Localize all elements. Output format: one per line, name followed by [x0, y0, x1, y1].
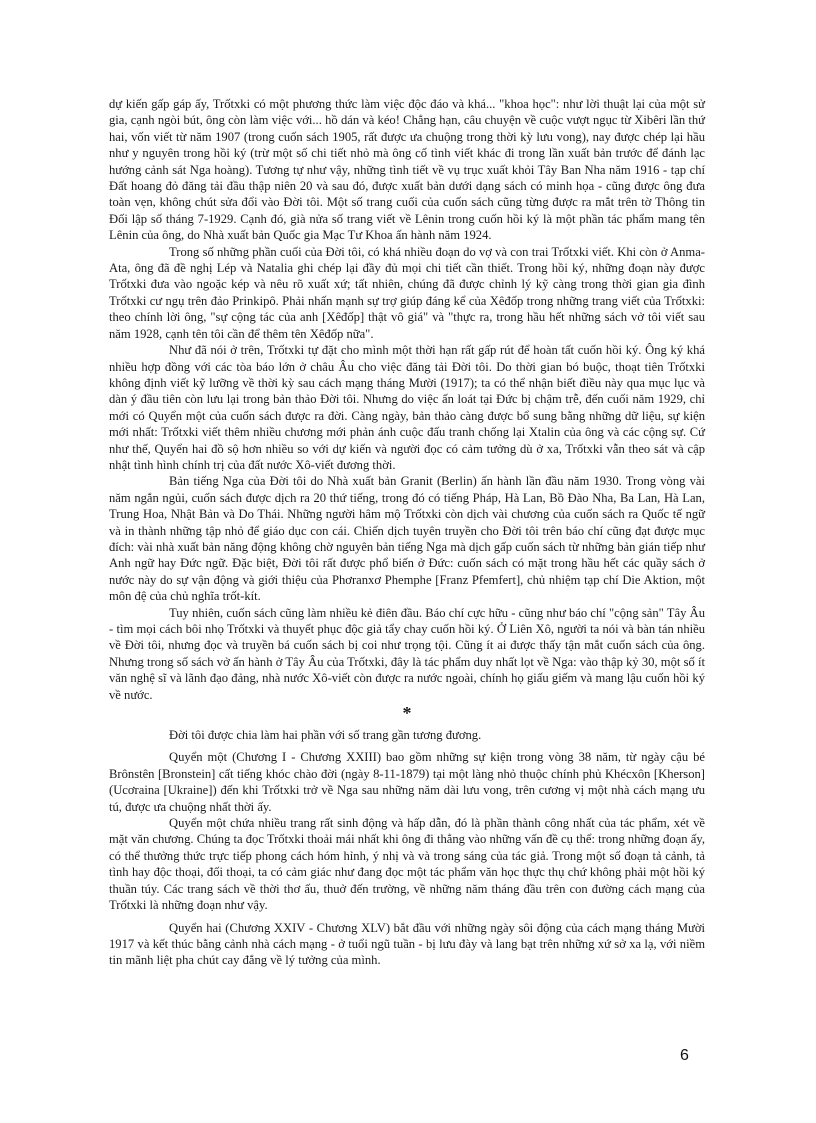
paragraph-7: Quyển một (Chương I - Chương XXIII) bao gồm những sự kiện trong vòng 38 năm, từ ngày cậu bé Brônstên [Bronstein] cất tiếng khóc chào đời (ngày 8-11-1879) tại một làng nhỏ thuộc chính phủ Khécxôn [Kherson] (Ucơraina [Ukraine]) đến khi Trốtxki trở về Nga sau những năm dài lưu vong, trên cương vị một nhà cách mạng ưu tú, được ưa chuộng nhất thời ấy.: [109, 750, 705, 814]
paragraph-8: Quyển một chứa nhiều trang rất sinh động và hấp dẫn, đó là phần thành công nhất của tác phẩm, xét về mặt văn chương. Chúng ta đọc Trốtxki thoải mái nhất khi ông đi thẳng vào những vấn đề cụ thể: trong những đoạn ấy, có thể thưởng thức trực tiếp phong cách hóm hỉnh, ý nhị và và trong sáng của tác giả. Trong một số đoạn tả cảnh, tả tình hay độc thoại, đối thoại, ta có cảm giác như đang đọc một tác phẩm văn học thực thụ chứ không phải một hồi ký thuần túy. Các trang sách về thời thơ ấu, thuở đến trường, về những năm tháng đầu trên con đường cách mạng của Trốtxki là những đoạn như vậy.: [109, 816, 705, 913]
section-separator: *: [402, 703, 412, 724]
body-text: [109, 96, 705, 969]
paragraph-6: Đời tôi được chia làm hai phần với số trang gần tương đương.: [169, 728, 482, 743]
paragraph-3: Như đã nói ở trên, Trốtxki tự đặt cho mình một thời hạn rất gấp rút để hoàn tất cuốn hồi ký. Ông ký khá nhiều hợp đồng với các tòa báo lớn ở châu Âu cho việc đăng tải Đời tôi. Do thời gian bó buộc, thoạt tiên Trốtxki không định viết kỹ lưỡng về thời kỳ sau cách mạng tháng Mười (1917); ta có thể nhận biết điều này qua mục lục và dàn ý đầu tiên còn lưu lại trong bản thảo Đời tôi. Nhưng do việc ấn loát tại Đức bị chậm trễ, đến cuối năm 1929, chỉ mới có Quyển một của cuốn sách được ra đời. Càng ngày, bản thảo càng được bổ sung bằng những dữ liệu, sự kiện mới nhất: Trốtxki viết thêm nhiều chương mới phản ánh cuộc đấu tranh chống lại Xtalin của ông và các cộng sự. Cứ như thế, Quyển hai đồ sộ hơn nhiều so với dự kiến và người đọc có cảm tưởng dù ở xa, Trốtxki vẫn theo sát và cập nhật tình hình chính trị của đất nước Xô-viết đương thời.: [109, 343, 705, 472]
paragraph-5: Tuy nhiên, cuốn sách cũng làm nhiều kẻ điên đầu. Báo chí cực hữu - cũng như báo chí "cộng sản" Tây Âu - tìm mọi cách bôi nhọ Trốtxki và thuyết phục độc giả tẩy chay cuốn hồi ký. Ở Liên Xô, người ta nói và bàn tán nhiều về Đời tôi, nhưng đọc và truyền bá cuốn sách bị coi như trọng tội. Cũng ít ai được thấy tận mắt cuốn sách của ông. Nhưng trong số sách vở ấn hành ở Tây Âu của Trốtxki, đây là tác phẩm duy nhất lọt về Nga: vào thập kỷ 30, một số ít văn nghệ sĩ và lãnh đạo đảng, nhà nước Xô-viết còn được ra nước ngoài, chính họ giấu giếm và mang lậu cuốn hồi ký về nước.: [109, 605, 705, 702]
paragraph-4: Bản tiếng Nga của Đời tôi do Nhà xuất bản Granit (Berlin) ấn hành lần đầu năm 1930. Trong vòng vài năm ngắn ngủi, cuốn sách được dịch ra 20 thứ tiếng, trong đó có tiếng Pháp, Hà Lan, Bồ Đào Nha, Ba Lan, Hà Lan, Trung Hoa, Nhật Bản và Do Thái. Những người hâm mộ Trốtxki còn dịch vài chương của cuốn sách ra Quốc tế ngữ và in thành những tập nhỏ để giáo dục con cái. Chiến dịch tuyên truyền cho Đời tôi trên báo chí cũng đạt được mục đích: vài nhà xuất bản năng động không chờ nguyên bản tiếng Nga mà dịch gấp cuốn sách từ những bản gián tiếp như Anh ngữ hay Đức ngữ. Đặc biệt, Đời tôi rất được phổ biến ở Đức: cuốn sách có mặt trong hầu hết các quầy sách ở nước này do sự vận động và giới thiệu của Phơranxơ Phemphe [Franz Pfemfert], chủ nhiệm tạp chí Die Aktion, một môn đệ của chủ nghĩa trốt-kít.: [109, 474, 705, 604]
paragraph-1: dự kiến gấp gáp ấy, Trốtxki có một phương thức làm việc độc đáo và khá... "khoa học": như lời thuật lại của một sử gia, cạnh ngòi bút, ông còn làm việc với... hồ dán và kéo! Chẳng hạn, câu chuyện về cuộc vượt ngục từ Xibêri lần thứ hai, vốn viết từ năm 1907 (trong cuốn sách 1905, rất được ưa chuộng trong thời kỳ lưu vong), nay được chép lại hầu như y nguyên trong hồi ký (trừ một số chi tiết nhỏ mà ông cố tình viết khác đi trong lần xuất bản trước để đánh lạc hướng cảnh sát Nga hoàng). Tương tự như vậy, những tình tiết về vụ trục xuất khỏi Tây Ban Nha năm 1916 - tạp chí Đất hoang đỏ đăng tải đầu thập niên 20 và sau đó, được xuất bản dưới dạng sách có minh họa - cũng được ông đưa toàn vẹn, không chút sửa đổi vào Đời tôi. Một số trang cuối của cuốn sách cũng từng được ra mắt trên tờ Thông tin Đối lập số tháng 7-1929. Cạnh đó, già nửa số trang viết về Lênin trong cuốn hồi ký là một phần tác phẩm mang tên Lênin của ông, do Nhà xuất bản Quốc gia Mạc Tư Khoa ấn hành năm 1924.: [109, 97, 705, 243]
paragraph-9: Quyển hai (Chương XXIV - Chương XLV) bắt đầu với những ngày sôi động của cách mạng tháng Mười 1917 và kết thúc bằng cảnh nhà cách mạng - ở tuổi ngũ tuần - bị lưu đày và lang bạt trên những xứ sở xa lạ, với niềm tin mãnh liệt pha chút cay đắng về lý tưởng của mình.: [109, 920, 705, 968]
paragraph-2: Trong số những phần cuối của Đời tôi, có khá nhiều đoạn do vợ và con trai Trốtxki viết. Khi còn ở Anma-Ata, ông đã đề nghị Lép và Natalia ghi chép lại đầy đủ mọi chi tiết cần thiết. Trong hồi ký, những đoạn này được Trốtxki đưa vào ngoặc kép và nêu rõ xuất xứ; tất nhiên, chúng đã được chỉnh lý kỹ càng trong thời gian gia đình Trốtxki cư ngụ trên đảo Prinkipô. Phải nhấn mạnh sự trợ giúp đáng kể của Xêđốp trong những trang viết của Trốtxki: theo chính lời ông, "sự cộng tác của anh [Xêđốp] thật vô giá" và "thực ra, trong hầu hết những sách vở tôi viết sau năm 1928, cạnh tên tôi cần để thêm tên Xêđốp nữa".: [109, 244, 705, 341]
page-number: 6: [680, 1047, 689, 1064]
